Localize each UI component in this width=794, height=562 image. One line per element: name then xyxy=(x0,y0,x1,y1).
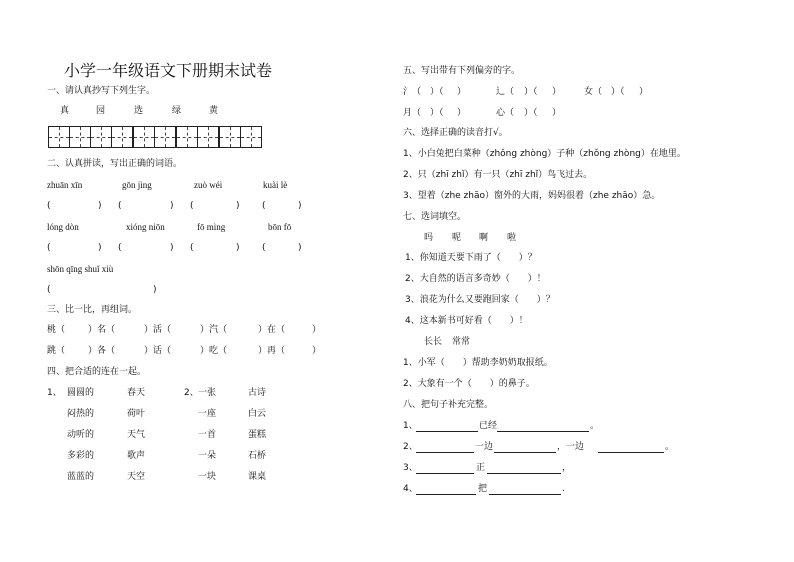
page-title: 小学一年级语文下册期末试卷 xyxy=(64,61,273,80)
section2-heading: 二、认真拼读，写出正确的词语。 xyxy=(47,159,183,169)
answer-line[interactable] xyxy=(497,431,589,432)
radical-4-b: ）（ xyxy=(430,108,444,118)
fill-item-5[interactable]: 1、小军（ ）帮助李奶奶取报纸。 xyxy=(403,358,553,368)
compare-11: ）再（ xyxy=(258,346,286,356)
answer-paren: ) xyxy=(298,243,302,253)
match-number-1: 1、 xyxy=(47,388,62,398)
answer-paren[interactable]: ( xyxy=(262,201,266,211)
complete-end-1: 。 xyxy=(590,421,600,431)
match-col4[interactable]: 课桌 xyxy=(248,472,267,482)
answer-paren: ) xyxy=(170,201,174,211)
fill-item-3[interactable]: 3、浪花为什么又要跑回家（ ）？ xyxy=(405,295,555,305)
pinyin-8: bōn fō xyxy=(268,222,292,232)
answer-paren[interactable]: ( xyxy=(190,201,194,211)
complete-number-1: 1、 xyxy=(403,421,418,431)
radical-5-c: ） xyxy=(552,108,562,118)
answer-line[interactable] xyxy=(598,452,664,453)
match-col2[interactable]: 天气 xyxy=(127,430,146,440)
fill-item-6[interactable]: 2、大象有一个（ ）的鼻子。 xyxy=(403,379,535,389)
fill-item-1[interactable]: 1、你知道天要下雨了（ ）？ xyxy=(405,253,537,263)
radical-2: 辶（ xyxy=(496,87,515,97)
match-col3[interactable]: 一首 xyxy=(198,430,217,440)
complete-word-2b: ，一边 xyxy=(557,442,585,452)
pinyin-4: kuài lè xyxy=(263,180,288,190)
answer-paren[interactable]: ( xyxy=(47,201,51,211)
word-choice: 吗 xyxy=(424,233,434,243)
radical-1-c: ） xyxy=(457,87,467,97)
section7-heading: 七、选词填空。 xyxy=(403,212,467,222)
char-1: 真 xyxy=(60,106,70,116)
radical-4-c: ） xyxy=(457,108,467,118)
answer-paren[interactable]: ( xyxy=(118,201,122,211)
complete-word-3: 正 xyxy=(476,463,486,473)
answer-paren[interactable]: ( xyxy=(262,243,266,253)
compare-2: ）名（ xyxy=(88,325,116,335)
complete-number-2: 2、 xyxy=(403,442,418,452)
pronunciation-item-2[interactable]: 2、只（zhī zhǐ）有一只（zhī zhǐ）鸟飞过去。 xyxy=(403,170,593,180)
match-col4[interactable]: 白云 xyxy=(248,409,267,419)
pinyin-1: zhuān xīn xyxy=(47,180,83,190)
answer-paren[interactable]: ( xyxy=(47,243,51,253)
writing-grid-2b[interactable] xyxy=(111,126,133,148)
word-choice: 长长 xyxy=(424,337,443,347)
compare-8: ）各（ xyxy=(88,346,116,356)
pinyin-5: lóng dòn xyxy=(47,222,79,232)
answer-line[interactable] xyxy=(416,494,476,495)
match-col2[interactable]: 春天 xyxy=(127,388,146,398)
pinyin-6: xióng niōn xyxy=(126,222,165,232)
answer-paren: ) xyxy=(298,201,302,211)
writing-grid-3b[interactable] xyxy=(154,126,176,148)
compare-5: ）在（ xyxy=(258,325,286,335)
match-number-2: 2、 xyxy=(184,388,199,398)
radical-3-b: ）（ xyxy=(611,87,625,97)
compare-10: ）吃（ xyxy=(200,346,228,356)
section3-heading: 三、比一比，再组词。 xyxy=(47,305,138,315)
section5-heading: 五、写出带有下列偏旁的字。 xyxy=(403,66,521,76)
match-col3[interactable]: 一块 xyxy=(198,472,217,482)
writing-grid-5a[interactable] xyxy=(219,126,241,148)
answer-line[interactable] xyxy=(416,452,474,453)
answer-paren: ) xyxy=(236,243,240,253)
pinyin-3: zuò wéi xyxy=(194,180,223,190)
word-choice: 啦 xyxy=(507,233,517,243)
compare-4: ）汽（ xyxy=(200,325,228,335)
writing-grid-1b[interactable] xyxy=(69,126,91,148)
radical-1-b: ）（ xyxy=(430,87,444,97)
answer-line[interactable] xyxy=(416,431,478,432)
complete-end-3: ， xyxy=(562,463,572,473)
complete-number-4: 4、 xyxy=(403,484,418,494)
writing-grid-4b[interactable] xyxy=(197,126,219,148)
complete-word-4: 把 xyxy=(478,484,488,494)
answer-line[interactable] xyxy=(416,473,474,474)
match-col4[interactable]: 蛋糕 xyxy=(248,430,267,440)
match-col3[interactable]: 一张 xyxy=(198,388,217,398)
compare-9: ）话（ xyxy=(144,346,172,356)
answer-paren: ) xyxy=(236,201,240,211)
answer-line[interactable] xyxy=(494,452,556,453)
radical-1: 氵（ xyxy=(403,87,422,97)
answer-paren[interactable]: ( xyxy=(190,243,194,253)
fill-item-4[interactable]: 4、这本新书可好看（ ）！ xyxy=(405,316,528,326)
compare-12: ） xyxy=(312,346,322,356)
pronunciation-item-1[interactable]: 1、小白兔把白菜种（zhǒng zhòng）子种（zhǒng zhòng）在地里。 xyxy=(403,149,686,159)
writing-grid-4a[interactable] xyxy=(176,126,198,148)
pinyin-2: gōn jìng xyxy=(122,180,152,190)
radical-3: 女（ xyxy=(584,87,603,97)
radical-5: 心（ xyxy=(496,108,515,118)
section8-heading: 八、把句子补充完整。 xyxy=(403,400,494,410)
match-col1[interactable]: 圆圆的 xyxy=(67,388,95,398)
writing-grid-1a[interactable] xyxy=(48,126,70,148)
radical-4: 月（ xyxy=(403,108,422,118)
answer-paren: ) xyxy=(98,243,102,253)
fill-item-2[interactable]: 2、大自然的语言多奇妙（ ）！ xyxy=(405,274,546,284)
writing-grid-5b[interactable] xyxy=(240,126,262,148)
section1-heading: 一、请认真抄写下列生字。 xyxy=(47,86,156,96)
match-col3[interactable]: 一座 xyxy=(198,409,217,419)
answer-paren[interactable]: ( xyxy=(47,285,51,295)
match-col3[interactable]: 一朵 xyxy=(198,451,217,461)
char-5: 黄 xyxy=(209,106,219,116)
section6-heading: 六、选择正确的读音打√。 xyxy=(403,128,508,138)
compare-3: ）活（ xyxy=(144,325,172,335)
char-2: 园 xyxy=(96,106,106,116)
radical-2-c: ） xyxy=(552,87,562,97)
answer-paren: ) xyxy=(170,243,174,253)
writing-grid-3a[interactable] xyxy=(133,126,155,148)
pinyin-9: shōn qīng shuǐ xiù xyxy=(47,264,114,274)
complete-end-2: 。 xyxy=(665,442,675,452)
char-4: 绿 xyxy=(172,106,182,116)
complete-word-2a: 一边 xyxy=(475,442,494,452)
answer-paren: ) xyxy=(153,285,157,295)
match-col4[interactable]: 古诗 xyxy=(248,388,267,398)
complete-number-3: 3、 xyxy=(403,463,418,473)
section4-heading: 四、把合适的连在一起。 xyxy=(47,367,147,377)
match-col2[interactable]: 歌声 xyxy=(127,451,146,461)
pronunciation-item-3[interactable]: 3、望着（zhe zhāo）窗外的大雨，妈妈很着（zhe zhāo）急。 xyxy=(403,191,661,201)
compare-6: ） xyxy=(312,325,322,335)
char-3: 选 xyxy=(134,106,144,116)
radical-5-b: ）（ xyxy=(524,108,538,118)
match-col1[interactable]: 多彩的 xyxy=(67,451,95,461)
word-choice: 啊 xyxy=(479,233,489,243)
answer-line[interactable] xyxy=(489,494,561,495)
radical-2-b: ）（ xyxy=(524,87,538,97)
complete-end-4: . xyxy=(562,484,565,494)
match-col4[interactable]: 石桥 xyxy=(248,451,267,461)
writing-grid-2a[interactable] xyxy=(90,126,112,148)
match-col1[interactable]: 闷热的 xyxy=(67,409,95,419)
answer-line[interactable] xyxy=(487,473,561,474)
match-col2[interactable]: 天空 xyxy=(127,472,146,482)
answer-paren: ) xyxy=(98,201,102,211)
match-col2[interactable]: 荷叶 xyxy=(127,409,146,419)
radical-3-c: ） xyxy=(639,87,649,97)
word-choice: 常常 xyxy=(452,337,471,347)
word-choice: 呢 xyxy=(452,233,462,243)
pinyin-7: fō mìng xyxy=(197,222,226,232)
match-col1[interactable]: 蓝蓝的 xyxy=(67,472,95,482)
complete-word-1: 已经 xyxy=(479,421,498,431)
match-col1[interactable]: 动听的 xyxy=(67,430,95,440)
compare-1: 桃（ xyxy=(47,325,66,335)
compare-7: 跳（ xyxy=(47,346,66,356)
answer-paren[interactable]: ( xyxy=(118,243,122,253)
